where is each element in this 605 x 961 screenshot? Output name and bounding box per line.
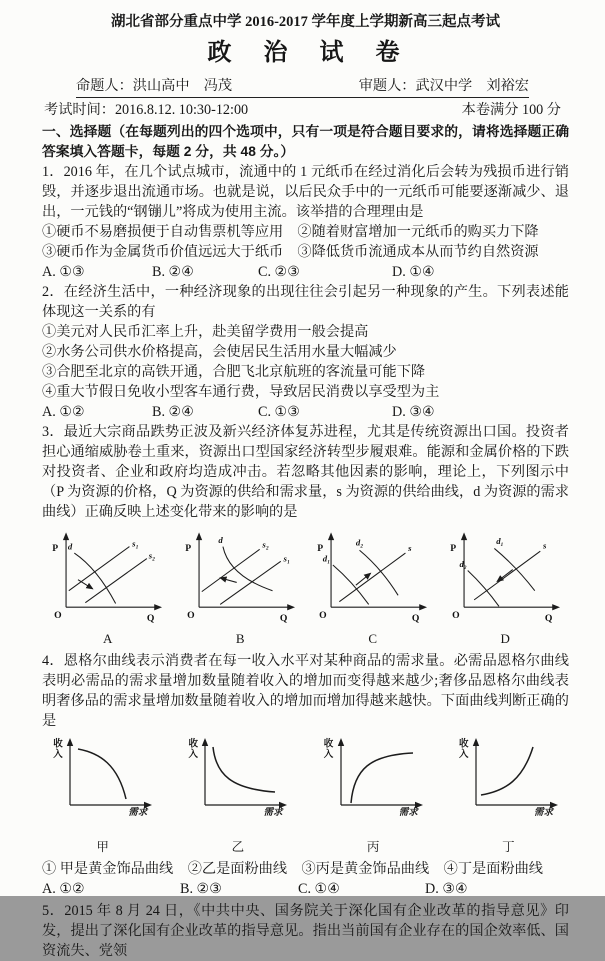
- chart-option-label-a: A: [103, 631, 113, 646]
- engel-chart-yi: [177, 735, 298, 857]
- question-3-charts: [44, 528, 569, 649]
- x-axis-label: 需求: [533, 808, 553, 818]
- question-1-items-line-1: ①硬币不易磨损便于自动售票机等应用 ②随着财富增加一元纸币的购买力下降: [42, 224, 539, 240]
- question-2-choices: [42, 402, 569, 422]
- demand-curve: [222, 547, 272, 591]
- question-4-stem: 4．恩格尔曲线表示消费者在每一收入水平对某种商品的需求量。必需品恩格尔曲线表明必需品的需求量增加数量随着收入的增加而变得越来越少;奢侈品恩格尔曲线表明奢侈品的需求量增加数量随着收入的增加而增加得越来越快。下面曲线判断正确的是: [42, 653, 569, 729]
- curve-label-s2: s₂: [261, 539, 269, 550]
- supply-curve-2: [201, 549, 259, 591]
- chart-option-label-b: B: [235, 631, 245, 646]
- question-2-item-2: ②水务公司供水价格提高，会使居民生活用水量大幅减少: [42, 344, 397, 360]
- x-axis-label: Q: [146, 613, 155, 625]
- reviewer-label: 审题人：武汉中学 刘裕宏: [358, 78, 529, 94]
- statement-2: ②乙是面粉曲线: [187, 861, 288, 877]
- curve-label-s: s: [408, 543, 412, 554]
- statement-3: ③丙是黄金饰品曲线: [301, 861, 430, 877]
- x-axis-label: Q: [411, 613, 420, 625]
- x-axis-label: 需求: [263, 808, 283, 818]
- question-3-stem: 3．最近大宗商品跌势正波及新兴经济体复苏进程，尤其是传统资源出口国。投资者担心通缩威胁卷土重来，资源出口型国家经济转型步履艰难。能源和金属价格的下跌对投资者、企业和政府均造成冲击。若忽略其他因素的影响，理论上，下列图示中（P 为资源的价格，Q 为资源的供给和需求量，s 为资源的供给曲线，d 为资源的需求曲线）正确反映上述变化带来的影响的是: [42, 424, 569, 520]
- question-4-choices: [42, 879, 569, 899]
- choice-a: A. ①②: [42, 404, 85, 420]
- origin-label: O: [451, 610, 460, 622]
- y-axis-label: P: [449, 543, 456, 555]
- chart-option-label-d: D: [500, 631, 510, 646]
- supply-demand-chart-d: [442, 528, 570, 649]
- question-1-items-line-2: ③硬币作为金属货币价值远远大于纸币 ③降低货币流通成本从而节约自然资源: [42, 244, 539, 260]
- y-axis-label: P: [184, 543, 191, 555]
- question-2-item-1: ①美元对人民币汇率上升，赴美留学费用一般会提高: [42, 324, 369, 340]
- supply-curve: [339, 553, 405, 602]
- choice-c: C. ①③: [258, 404, 300, 420]
- meta-row: [44, 100, 561, 120]
- choice-d: D. ③④: [425, 881, 468, 897]
- engel-curve: [78, 749, 126, 799]
- supply-demand-chart-b: [177, 528, 305, 649]
- origin-label: O: [319, 610, 327, 622]
- shift-arrow: [78, 580, 93, 589]
- shift-arrow: [220, 578, 237, 583]
- question-4-statements: [42, 859, 569, 879]
- curve-label-d1: d₁: [495, 535, 504, 546]
- supply-demand-chart-c: [309, 528, 437, 649]
- y-axis-label: P: [52, 543, 59, 555]
- engel-curve: [351, 753, 413, 803]
- curve-label-s: s: [542, 540, 546, 551]
- y-axis-label: 收入: [51, 738, 61, 759]
- chart-c-canvas: [309, 528, 433, 624]
- x-axis-label: Q: [544, 613, 552, 625]
- curve-label-d1: d₁: [322, 553, 331, 564]
- byline-row: [76, 76, 529, 98]
- curve-label-s2: s₂: [148, 550, 156, 561]
- x-axis-label: 需求: [398, 808, 418, 818]
- exam-time: 考试时间：2016.8.12. 10:30-12:00: [44, 102, 249, 118]
- choice-a: A. ①③: [42, 264, 85, 280]
- origin-label: O: [186, 610, 195, 622]
- choice-d: D. ③④: [392, 404, 435, 420]
- school-line: 湖北省部分重点中学 2016-2017 学年度上学期新高三起点考试: [110, 14, 501, 30]
- statement-1: ① 甲是黄金饰品曲线: [42, 861, 174, 877]
- y-axis-label: 收入: [186, 738, 197, 759]
- section-heading: 一、选择题（在每题列出的四个选项中，只有一项是符合题目要求的，请将选择题正确答案填入答题卡，每题 2 分，共 48 分。）: [42, 124, 569, 159]
- engel-caption: 甲: [96, 840, 109, 854]
- y-axis-label: P: [317, 543, 324, 555]
- question-2-stem: 2．在经济生活中，一种经济现象的出现往往会引起另一种现象的产生。下列表述能体现这一关系的有: [42, 284, 569, 320]
- full-score: 本卷满分 100 分: [461, 102, 561, 118]
- y-axis-label: 收入: [456, 738, 467, 759]
- choice-b: B. ②③: [180, 881, 222, 897]
- x-axis-label: 需求: [128, 808, 148, 818]
- engel-caption: 乙: [231, 840, 245, 854]
- question-2-item-4: ④重大节假日免收小型客车通行费，导致居民消费以享受型为主: [42, 384, 440, 400]
- curve-label-d: d: [217, 534, 223, 545]
- statement-4: ④丁是面粉曲线: [443, 861, 543, 877]
- shift-arrow: [356, 573, 371, 585]
- supply-demand-chart-a: [44, 528, 172, 649]
- engel-curve: [213, 747, 275, 792]
- choice-c: C. ①④: [298, 881, 340, 897]
- chart-d-canvas: [442, 528, 566, 624]
- supply-curve-1: [69, 547, 130, 591]
- supply-curve: [474, 551, 540, 600]
- curve-label-s1: s₁: [132, 538, 139, 549]
- curve-label-d2: d₂: [355, 537, 364, 548]
- chart-b-canvas: [177, 528, 301, 624]
- choice-c: C. ②③: [258, 264, 300, 280]
- engel-curve: [481, 747, 533, 795]
- demand-curve-2: [467, 570, 498, 606]
- chart-a-canvas: [44, 528, 168, 624]
- shift-arrow: [497, 570, 513, 582]
- engel-chart-jia: [42, 735, 163, 857]
- choice-b: B. ②④: [152, 264, 194, 280]
- demand-curve-1: [333, 565, 369, 604]
- choice-d: D. ①④: [392, 264, 435, 280]
- y-axis-label: 收入: [321, 738, 332, 759]
- question-5-stem: 5．2015 年 8 月 24 日，《中共中央、国务院关于深化国有企业改革的指导意见》印发，提出了深化国有企业改革的指导意见。指出当前国有企业存在的国企效率低、国资流失、党领: [42, 903, 569, 959]
- origin-label: O: [54, 610, 62, 622]
- setter-label: 命题人：洪山高中 冯茂: [76, 78, 233, 94]
- choice-b: B. ②④: [152, 404, 194, 420]
- chart-option-label-c: C: [368, 631, 378, 646]
- curve-label-d: d: [67, 541, 73, 552]
- question-1-stem: 1．2016 年，在几个试点城市，流通中的 1 元纸币在经过消化后会转为残损币进行销毁，并逐步退出流通市场。也就是说，以后民众手中的一元纸币可能要逐渐减少、退出，一元钱的“钢镚儿”将成为使用主流。该举措的合理理由是: [42, 164, 569, 220]
- paper-title: 政 治 试 卷: [207, 40, 404, 66]
- curve-label-s1: s₁: [283, 553, 290, 564]
- supply-curve-1: [220, 561, 281, 604]
- choice-a: A. ①②: [42, 881, 85, 897]
- engel-chart-ding: [448, 735, 569, 857]
- engel-chart-bing: [313, 735, 434, 857]
- engel-caption: 丙: [366, 840, 380, 854]
- question-2-item-3: ③合肥至北京的高铁开通，合肥飞北京航班的客流量可能下降: [42, 364, 426, 380]
- engel-caption: 丁: [502, 840, 515, 854]
- question-1-choices: [42, 262, 569, 282]
- curve-label-d2: d₂: [458, 558, 467, 569]
- question-4-charts: [42, 735, 569, 857]
- x-axis-label: Q: [279, 613, 287, 625]
- supply-curve-2: [85, 559, 147, 603]
